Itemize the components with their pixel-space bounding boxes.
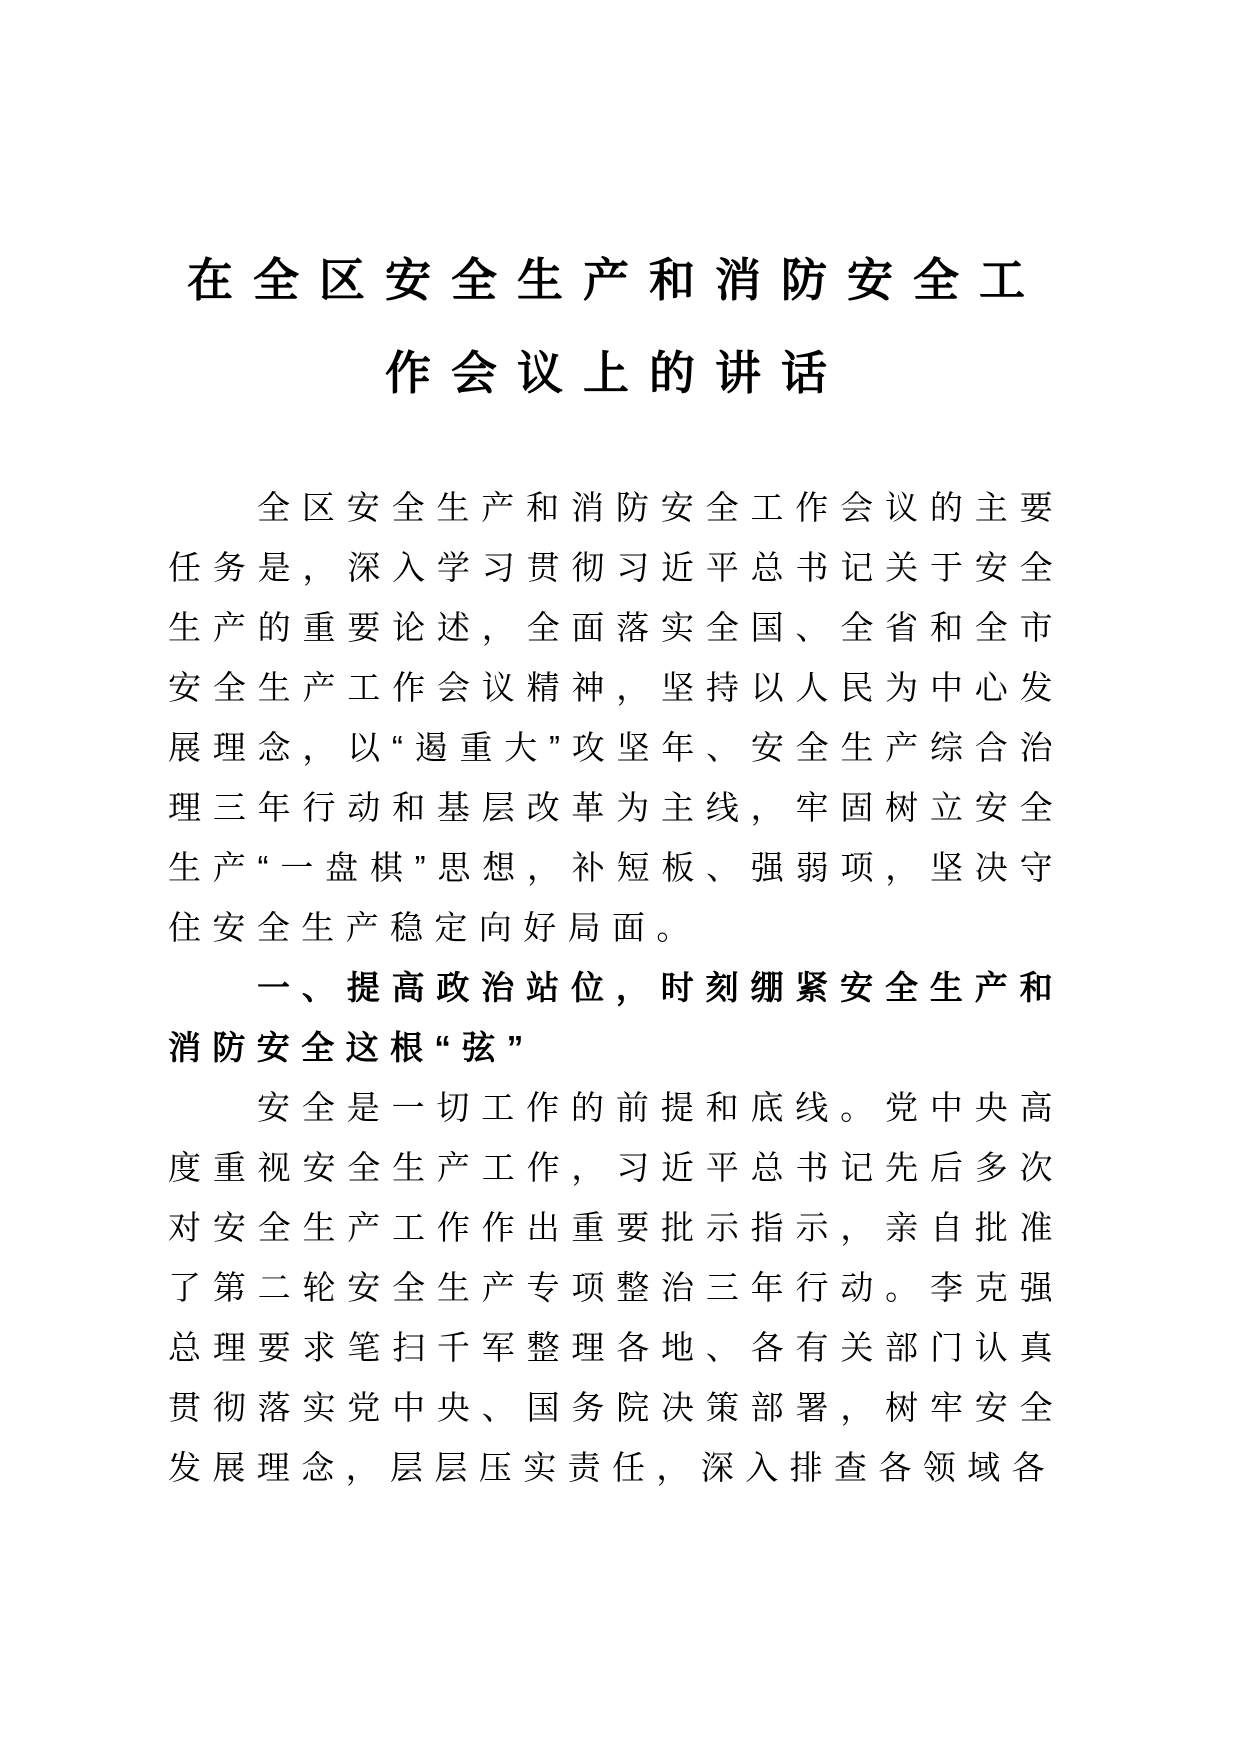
section-heading-1: 一、提高政治站位，时刻绷紧安全生产和消防安全这根“弦” [168, 969, 1064, 1066]
paragraph-section-1-body: 安全是一切工作的前提和底线。党中央高度重视安全生产工作，习近平总书记先后多次对安全生产工作作出重要批示指示，亲自批准了第二轮安全生产专项整治三年行动。李克强总理要求笔扫千军整理各地、各有关部门认真贯彻落实党中央、国务院决策部署，树牢安全发展理念，层层压实责任，深入排查各领域各 [168, 1089, 1064, 1486]
paragraph-intro: 全区安全生产和消防安全工作会议的主要任务是，深入学习贯彻习近平总书记关于安全生产的重要论述，全面落实全国、全省和全市安全生产工作会议精神，坚持以人民为中心发展理念，以“遏重大”攻坚年、安全生产综合治理三年行动和基层改革为主线，牢固树立安全生产“一盘棋”思想，补短板、强弱项，坚决守住安全生产稳定向好局面。 [168, 489, 1064, 946]
document-title: 在全区安全生产和消防安全工作会议上的讲话 [187, 254, 1045, 399]
